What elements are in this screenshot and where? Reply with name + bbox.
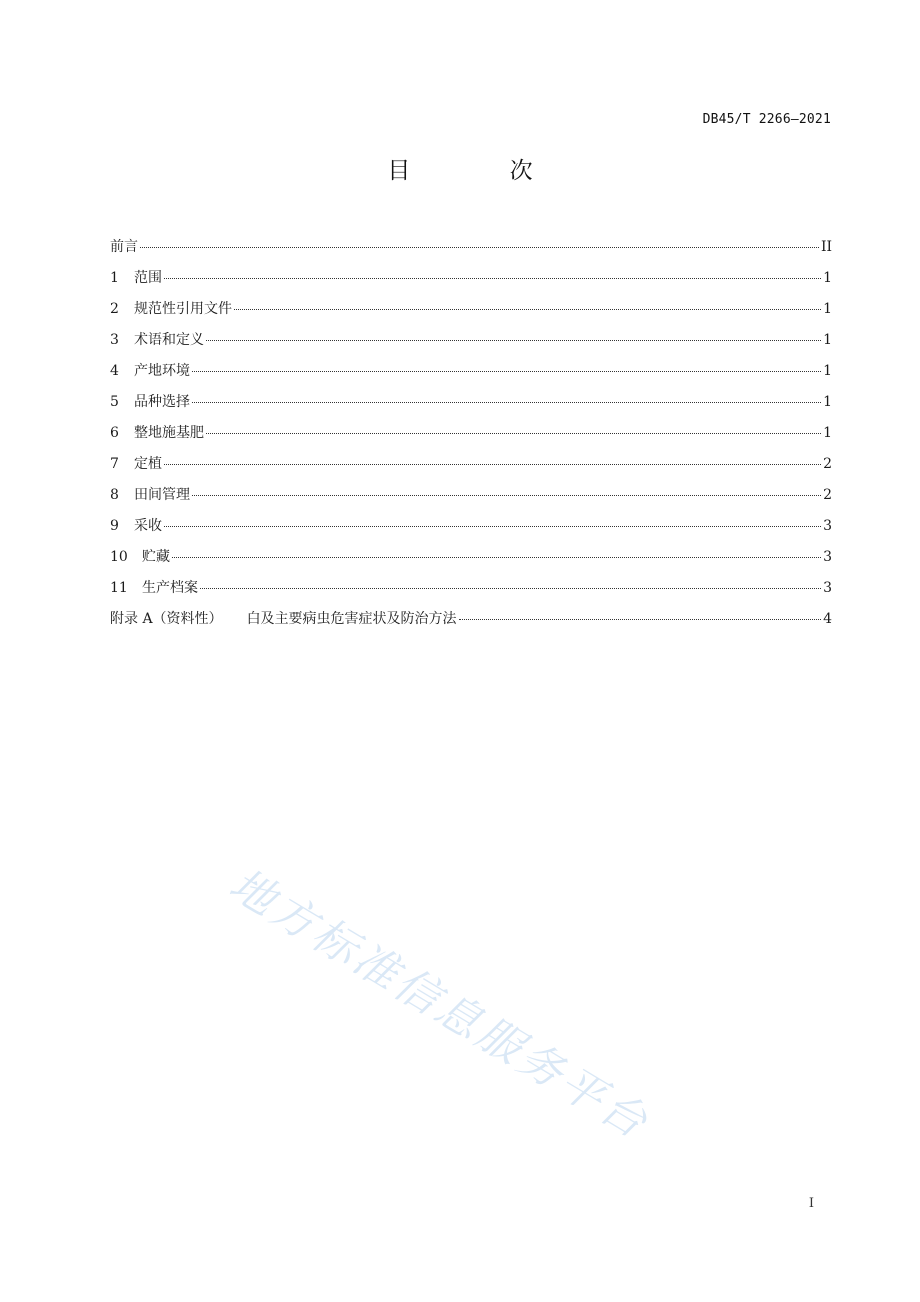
toc-entry-1[interactable] (110, 267, 832, 298)
toc-entry-page: 1 (823, 363, 832, 379)
toc-entry-11[interactable] (110, 577, 832, 608)
toc-entry-label: 田间管理 (134, 487, 190, 503)
page-number: I (808, 1196, 814, 1211)
toc-entry-2[interactable] (110, 298, 832, 329)
toc-entry-number: 2 (110, 301, 119, 317)
toc-leader-dots (459, 619, 822, 620)
toc-leader-dots (172, 557, 821, 558)
toc-entry-page: 3 (823, 580, 832, 596)
toc-entry-3[interactable] (110, 329, 832, 360)
toc-entry-number: 4 (110, 363, 119, 379)
toc-entry-number: 10 (110, 549, 128, 565)
toc-leader-dots (164, 464, 821, 465)
toc-entry-page: 1 (823, 425, 832, 441)
toc-entry-page: II (820, 239, 832, 255)
toc-entry-label: 贮藏 (142, 549, 170, 565)
toc-entry-page: 3 (823, 518, 832, 534)
toc-leader-dots (192, 371, 821, 372)
toc-entry-page: 4 (823, 611, 832, 627)
toc-entry-number: 7 (110, 456, 119, 472)
toc-entry-appendix-a[interactable] (110, 608, 832, 639)
toc-entry-number: 1 (110, 270, 119, 286)
toc-entry-label: 产地环境 (134, 363, 190, 379)
toc-entry-page: 3 (823, 549, 832, 565)
toc-leader-dots (234, 309, 821, 310)
toc-entry-number: 3 (110, 332, 119, 348)
toc-leader-dots (140, 247, 819, 248)
toc-entry-page: 1 (823, 332, 832, 348)
toc-leader-dots (164, 278, 821, 279)
document-code: DB45/T 2266—2021 (702, 112, 831, 127)
toc-leader-dots (192, 495, 821, 496)
toc-entry-4[interactable] (110, 360, 832, 391)
toc-entry-5[interactable] (110, 391, 832, 422)
toc-entry-label: 品种选择 (134, 394, 190, 410)
toc-entry-label: 定植 (134, 456, 162, 472)
toc-appendix-prefix: 附录 A（资料性） (110, 611, 223, 627)
toc-leader-dots (200, 588, 821, 589)
toc-entry-label: 采收 (134, 518, 162, 534)
toc-entry-6[interactable] (110, 422, 832, 453)
toc-entry-page: 2 (823, 487, 832, 503)
toc-entry-page: 1 (823, 394, 832, 410)
toc-leader-dots (192, 402, 821, 403)
toc-entry-foreword[interactable] (110, 236, 832, 267)
toc-entry-number: 5 (110, 394, 119, 410)
toc-entry-number: 11 (110, 580, 128, 596)
toc-leader-dots (206, 340, 821, 341)
toc-entry-label: 整地施基肥 (134, 425, 204, 441)
toc-entry-page: 2 (823, 456, 832, 472)
toc-entry-label: 规范性引用文件 (134, 301, 232, 317)
toc-leader-dots (206, 433, 821, 434)
toc-entry-page: 1 (823, 301, 832, 317)
toc-entry-number: 6 (110, 425, 119, 441)
toc-entry-label: 白及主要病虫危害症状及防治方法 (246, 611, 457, 627)
toc-entry-9[interactable] (110, 515, 832, 546)
toc-entry-7[interactable] (110, 453, 832, 484)
toc-entry-page: 1 (823, 270, 832, 286)
page-title: 目 次 (387, 158, 579, 184)
toc-entry-label: 术语和定义 (134, 332, 204, 348)
toc-entry-label: 前言 (110, 239, 138, 255)
table-of-contents (110, 236, 832, 639)
toc-leader-dots (164, 526, 821, 527)
toc-entry-label: 生产档案 (142, 580, 198, 596)
toc-entry-number: 8 (110, 487, 119, 503)
toc-entry-number: 9 (110, 518, 119, 534)
toc-entry-10[interactable] (110, 546, 832, 577)
watermark: 地方标准信息服务平台 (220, 858, 659, 1150)
toc-entry-label: 范围 (134, 270, 162, 286)
toc-entry-8[interactable] (110, 484, 832, 515)
